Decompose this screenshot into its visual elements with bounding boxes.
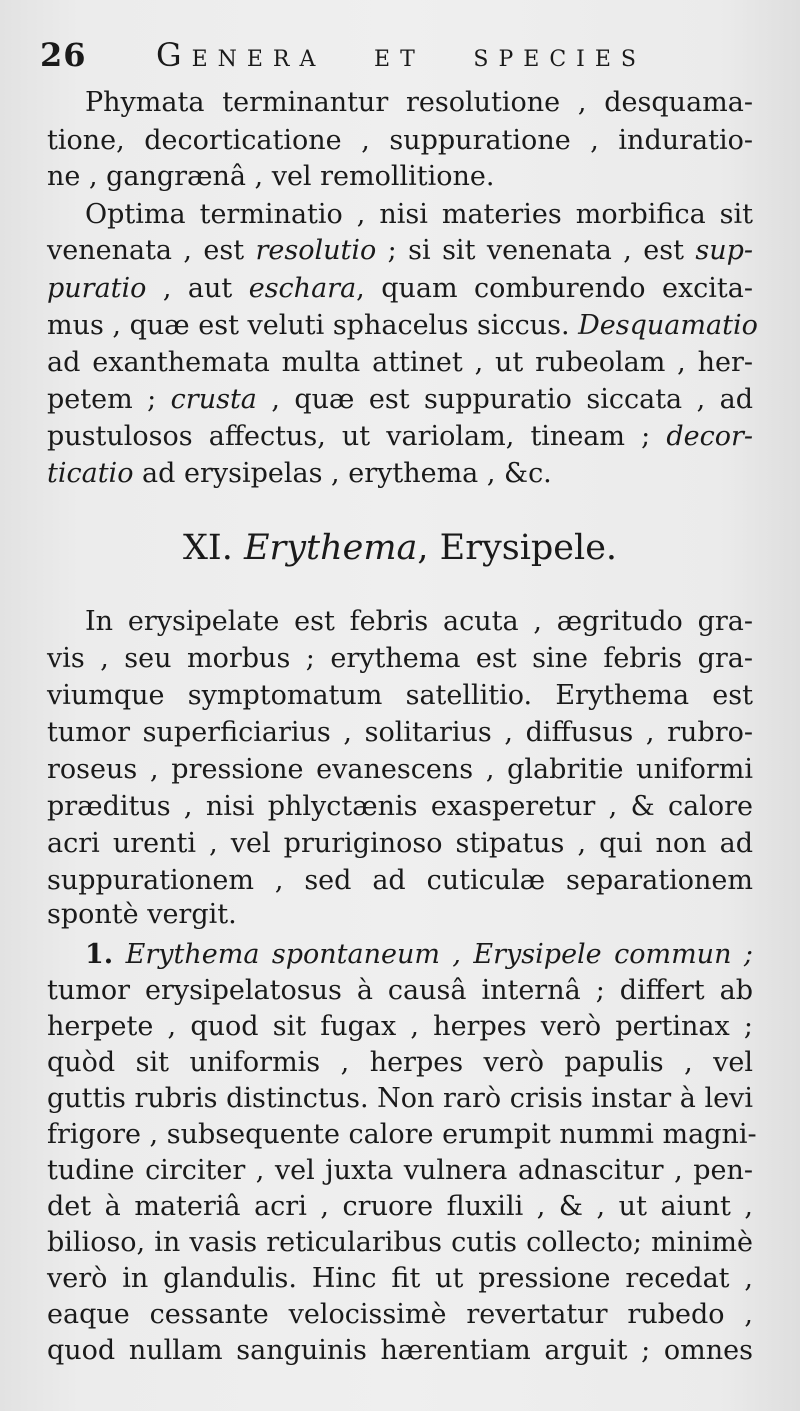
section-title-italic: Erythema: [243, 528, 418, 568]
section-number: XI.: [182, 528, 233, 568]
text-line: det à materiâ acri , cruore fluxili , & , ut aiunt ,: [47, 1191, 753, 1222]
text-line: præditus , nisi phlyctænis exasperetur , & calore: [47, 791, 753, 822]
text-line: quod nullam sanguinis hærentiam arguit ; omnes: [47, 1335, 753, 1366]
text-line: vis , seu morbus ; erythema est sine febris gra-: [47, 643, 753, 674]
page-header: [40, 36, 760, 80]
text-line: acri urenti , vel pruriginoso stipatus , qui non ad: [47, 828, 753, 859]
text-line: suppurationem , sed ad cuticulæ separationem: [47, 865, 753, 896]
text-line: pustulosos affectus, ut variolam, tineam ; decor-: [47, 421, 753, 452]
text-line: frigore , subsequente calore erumpit nummi magni-: [47, 1119, 757, 1150]
section-title-rest: , Erysipele.: [417, 528, 618, 568]
text-line: puratio , aut eschara, quam comburendo excita-: [47, 273, 753, 304]
text-line: Phymata terminantur resolutione , desquama-: [85, 87, 753, 118]
text-line: venenata , est resolutio ; si sit venenata , est sup-: [47, 235, 753, 266]
entry-number: 1.: [85, 939, 114, 970]
text-line: ad exanthemata multa attinet , ut rubeolam , her-: [47, 347, 753, 378]
text-line: quòd sit uniformis , herpes verò papulis , vel: [47, 1047, 753, 1078]
text-line: ticatio ad erysipelas , erythema , &c.: [47, 458, 552, 489]
text-line: tione, decorticatione , suppuratione , induratio-: [47, 125, 753, 156]
text-line: eaque cessante velocissimè revertatur rubedo ,: [47, 1299, 753, 1330]
text-line: tudine circiter , vel juxta vulnera adnascitur , pen-: [47, 1155, 753, 1186]
running-title: Genera et species: [156, 36, 646, 74]
text-line: roseus , pressione evanescens , glabritie uniformi: [47, 754, 753, 785]
text-line: tumor erysipelatosus à causâ internâ ; differt ab: [47, 975, 753, 1006]
section-heading: [47, 524, 753, 572]
text-line: guttis rubris distinctus. Non rarò crisis instar à levi: [47, 1083, 753, 1114]
text-line: bilioso, in vasis reticularibus cutis collecto; minimè: [47, 1227, 753, 1258]
text-line: spontè vergit.: [47, 899, 237, 930]
text-line: tumor superficiarius , solitarius , diffusus , rubro-: [47, 717, 753, 748]
text-line: herpete , quod sit fugax , herpes verò pertinax ;: [47, 1011, 753, 1042]
text-line: verò in glandulis. Hinc fit ut pressione recedat ,: [47, 1263, 753, 1294]
page-number: 26: [40, 36, 87, 74]
text-line: mus , quæ est veluti sphacelus siccus. Desquamatio: [47, 310, 758, 341]
text-line: viumque symptomatum satellitio. Erythema est: [47, 680, 753, 711]
text-line: ne , gangrænâ , vel remollitione.: [47, 161, 495, 192]
text-line: 1. Erythema spontaneum , Erysipele commun ;: [85, 939, 753, 970]
text-line: In erysipelate est febris acuta , ægritudo gra-: [85, 606, 753, 637]
text-line: petem ; crusta , quæ est suppuratio siccata , ad: [47, 384, 753, 415]
text-line: Optima terminatio , nisi materies morbifica sit: [85, 199, 753, 230]
